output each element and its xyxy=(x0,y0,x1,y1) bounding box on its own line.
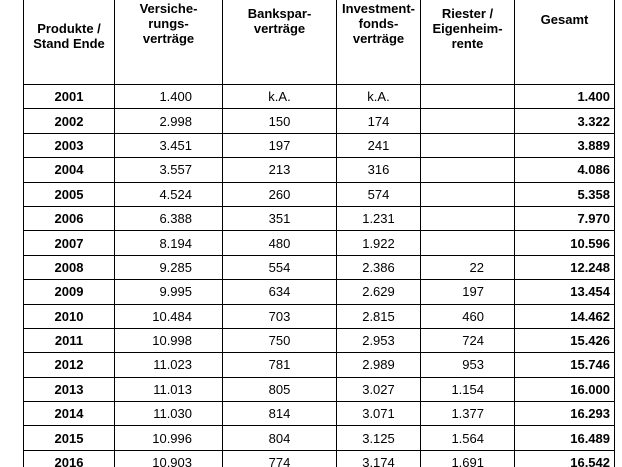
year-cell: 2011 xyxy=(24,328,115,352)
table-row xyxy=(24,182,615,206)
table-row xyxy=(24,255,615,279)
table-row xyxy=(24,109,615,133)
header-line: rente xyxy=(451,36,484,51)
year-cell: 2013 xyxy=(24,377,115,401)
fonds-cell: 2.815 xyxy=(337,304,421,328)
year-cell: 2004 xyxy=(24,158,115,182)
header-line: verträge xyxy=(352,31,405,46)
year-cell: 2016 xyxy=(24,450,115,467)
gesamt-cell: 16.542 xyxy=(515,450,615,467)
versicherung-cell: 6.388 xyxy=(115,206,223,230)
fonds-cell: 241 xyxy=(337,133,421,157)
versicherung-cell: 2.998 xyxy=(115,109,223,133)
riester-contracts-table xyxy=(23,0,615,467)
table-row xyxy=(24,353,615,377)
riester-cell: 1.691 xyxy=(421,450,515,467)
fonds-cell: 2.629 xyxy=(337,280,421,304)
riester-cell: 1.377 xyxy=(421,402,515,426)
header-riester-eigenheimrente xyxy=(421,0,515,85)
header-produkte xyxy=(24,0,115,85)
bankspar-cell: 351 xyxy=(223,206,337,230)
year-cell: 2012 xyxy=(24,353,115,377)
bankspar-cell: 805 xyxy=(223,377,337,401)
versicherung-cell: 9.995 xyxy=(115,280,223,304)
table-row xyxy=(24,133,615,157)
bankspar-cell: 634 xyxy=(223,280,337,304)
table-row xyxy=(24,377,615,401)
year-cell: 2007 xyxy=(24,231,115,255)
riester-cell: 1.564 xyxy=(421,426,515,450)
year-cell: 2009 xyxy=(24,280,115,304)
gesamt-cell: 16.293 xyxy=(515,402,615,426)
fonds-cell: 1.231 xyxy=(337,206,421,230)
year-cell: 2008 xyxy=(24,255,115,279)
table-row xyxy=(24,280,615,304)
header-investmentfondsvertraege xyxy=(337,0,421,85)
versicherung-cell: 8.194 xyxy=(115,231,223,255)
table-body xyxy=(24,85,615,467)
fonds-cell: 2.989 xyxy=(337,353,421,377)
versicherung-cell: 3.451 xyxy=(115,133,223,157)
header-line: fonds- xyxy=(358,16,399,31)
fonds-cell: 3.071 xyxy=(337,402,421,426)
header-gesamt xyxy=(515,0,615,85)
gesamt-cell: 15.746 xyxy=(515,353,615,377)
bankspar-cell: 804 xyxy=(223,426,337,450)
bankspar-cell: 213 xyxy=(223,158,337,182)
header-line: Bankspar- xyxy=(247,6,312,21)
fonds-cell: k.A. xyxy=(337,85,421,109)
header-banksparvertraege xyxy=(223,0,337,85)
riester-cell: 460 xyxy=(421,304,515,328)
header-versicherungsvertraege xyxy=(115,0,223,85)
table-row xyxy=(24,426,615,450)
bankspar-cell: 150 xyxy=(223,109,337,133)
fonds-cell: 174 xyxy=(337,109,421,133)
gesamt-cell: 16.000 xyxy=(515,377,615,401)
versicherung-cell: 11.030 xyxy=(115,402,223,426)
versicherung-cell: 3.557 xyxy=(115,158,223,182)
bankspar-cell: k.A. xyxy=(223,85,337,109)
bankspar-cell: 774 xyxy=(223,450,337,467)
header-line: Riester / xyxy=(441,6,494,21)
bankspar-cell: 260 xyxy=(223,182,337,206)
riester-cell: 1.154 xyxy=(421,377,515,401)
versicherung-cell: 9.285 xyxy=(115,255,223,279)
bankspar-cell: 480 xyxy=(223,231,337,255)
year-cell: 2015 xyxy=(24,426,115,450)
riester-cell xyxy=(421,109,515,133)
fonds-cell: 316 xyxy=(337,158,421,182)
year-cell: 2014 xyxy=(24,402,115,426)
year-cell: 2005 xyxy=(24,182,115,206)
bankspar-cell: 554 xyxy=(223,255,337,279)
year-cell: 2010 xyxy=(24,304,115,328)
header-line: Eigenheim- xyxy=(432,21,503,36)
table-header-row xyxy=(24,0,615,85)
gesamt-cell: 14.462 xyxy=(515,304,615,328)
table-row xyxy=(24,206,615,230)
versicherung-cell: 11.023 xyxy=(115,353,223,377)
versicherung-cell: 10.484 xyxy=(115,304,223,328)
fonds-cell: 2.953 xyxy=(337,328,421,352)
gesamt-cell: 7.970 xyxy=(515,206,615,230)
fonds-cell: 574 xyxy=(337,182,421,206)
year-cell: 2003 xyxy=(24,133,115,157)
riester-cell xyxy=(421,85,515,109)
year-cell: 2002 xyxy=(24,109,115,133)
header-line: Investment- xyxy=(342,1,415,16)
year-cell: 2006 xyxy=(24,206,115,230)
riester-cell xyxy=(421,158,515,182)
gesamt-cell: 5.358 xyxy=(515,182,615,206)
header-line: verträge xyxy=(142,31,195,46)
gesamt-cell: 12.248 xyxy=(515,255,615,279)
header-line: rungs- xyxy=(148,16,189,31)
bankspar-cell: 197 xyxy=(223,133,337,157)
versicherung-cell: 4.524 xyxy=(115,182,223,206)
riester-cell: 197 xyxy=(421,280,515,304)
fonds-cell: 1.922 xyxy=(337,231,421,255)
gesamt-cell: 1.400 xyxy=(515,85,615,109)
riester-cell: 22 xyxy=(421,255,515,279)
riester-cell xyxy=(421,133,515,157)
versicherung-cell: 1.400 xyxy=(115,85,223,109)
gesamt-cell: 13.454 xyxy=(515,280,615,304)
header-line: verträge xyxy=(253,21,306,36)
gesamt-cell: 16.489 xyxy=(515,426,615,450)
versicherung-cell: 10.903 xyxy=(115,450,223,467)
table-row xyxy=(24,158,615,182)
bankspar-cell: 814 xyxy=(223,402,337,426)
versicherung-cell: 10.996 xyxy=(115,426,223,450)
header-line: Produkte / xyxy=(37,20,101,36)
bankspar-cell: 703 xyxy=(223,304,337,328)
fonds-cell: 3.027 xyxy=(337,377,421,401)
riester-cell: 953 xyxy=(421,353,515,377)
fonds-cell: 3.125 xyxy=(337,426,421,450)
riester-contracts-table-container xyxy=(23,0,614,467)
fonds-cell: 2.386 xyxy=(337,255,421,279)
table-row xyxy=(24,402,615,426)
header-line: Stand Ende xyxy=(33,35,105,51)
table-row xyxy=(24,304,615,328)
riester-cell xyxy=(421,182,515,206)
riester-cell xyxy=(421,206,515,230)
gesamt-cell: 10.596 xyxy=(515,231,615,255)
gesamt-cell: 4.086 xyxy=(515,158,615,182)
fonds-cell: 3.174 xyxy=(337,450,421,467)
versicherung-cell: 10.998 xyxy=(115,328,223,352)
header-line: Gesamt xyxy=(540,12,589,27)
bankspar-cell: 750 xyxy=(223,328,337,352)
riester-cell xyxy=(421,231,515,255)
versicherung-cell: 11.013 xyxy=(115,377,223,401)
gesamt-cell: 3.889 xyxy=(515,133,615,157)
header-line: Versiche- xyxy=(139,1,198,16)
bankspar-cell: 781 xyxy=(223,353,337,377)
table-row xyxy=(24,450,615,467)
riester-cell: 724 xyxy=(421,328,515,352)
year-cell: 2001 xyxy=(24,85,115,109)
table-row xyxy=(24,85,615,109)
table-row xyxy=(24,231,615,255)
gesamt-cell: 15.426 xyxy=(515,328,615,352)
table-row xyxy=(24,328,615,352)
gesamt-cell: 3.322 xyxy=(515,109,615,133)
